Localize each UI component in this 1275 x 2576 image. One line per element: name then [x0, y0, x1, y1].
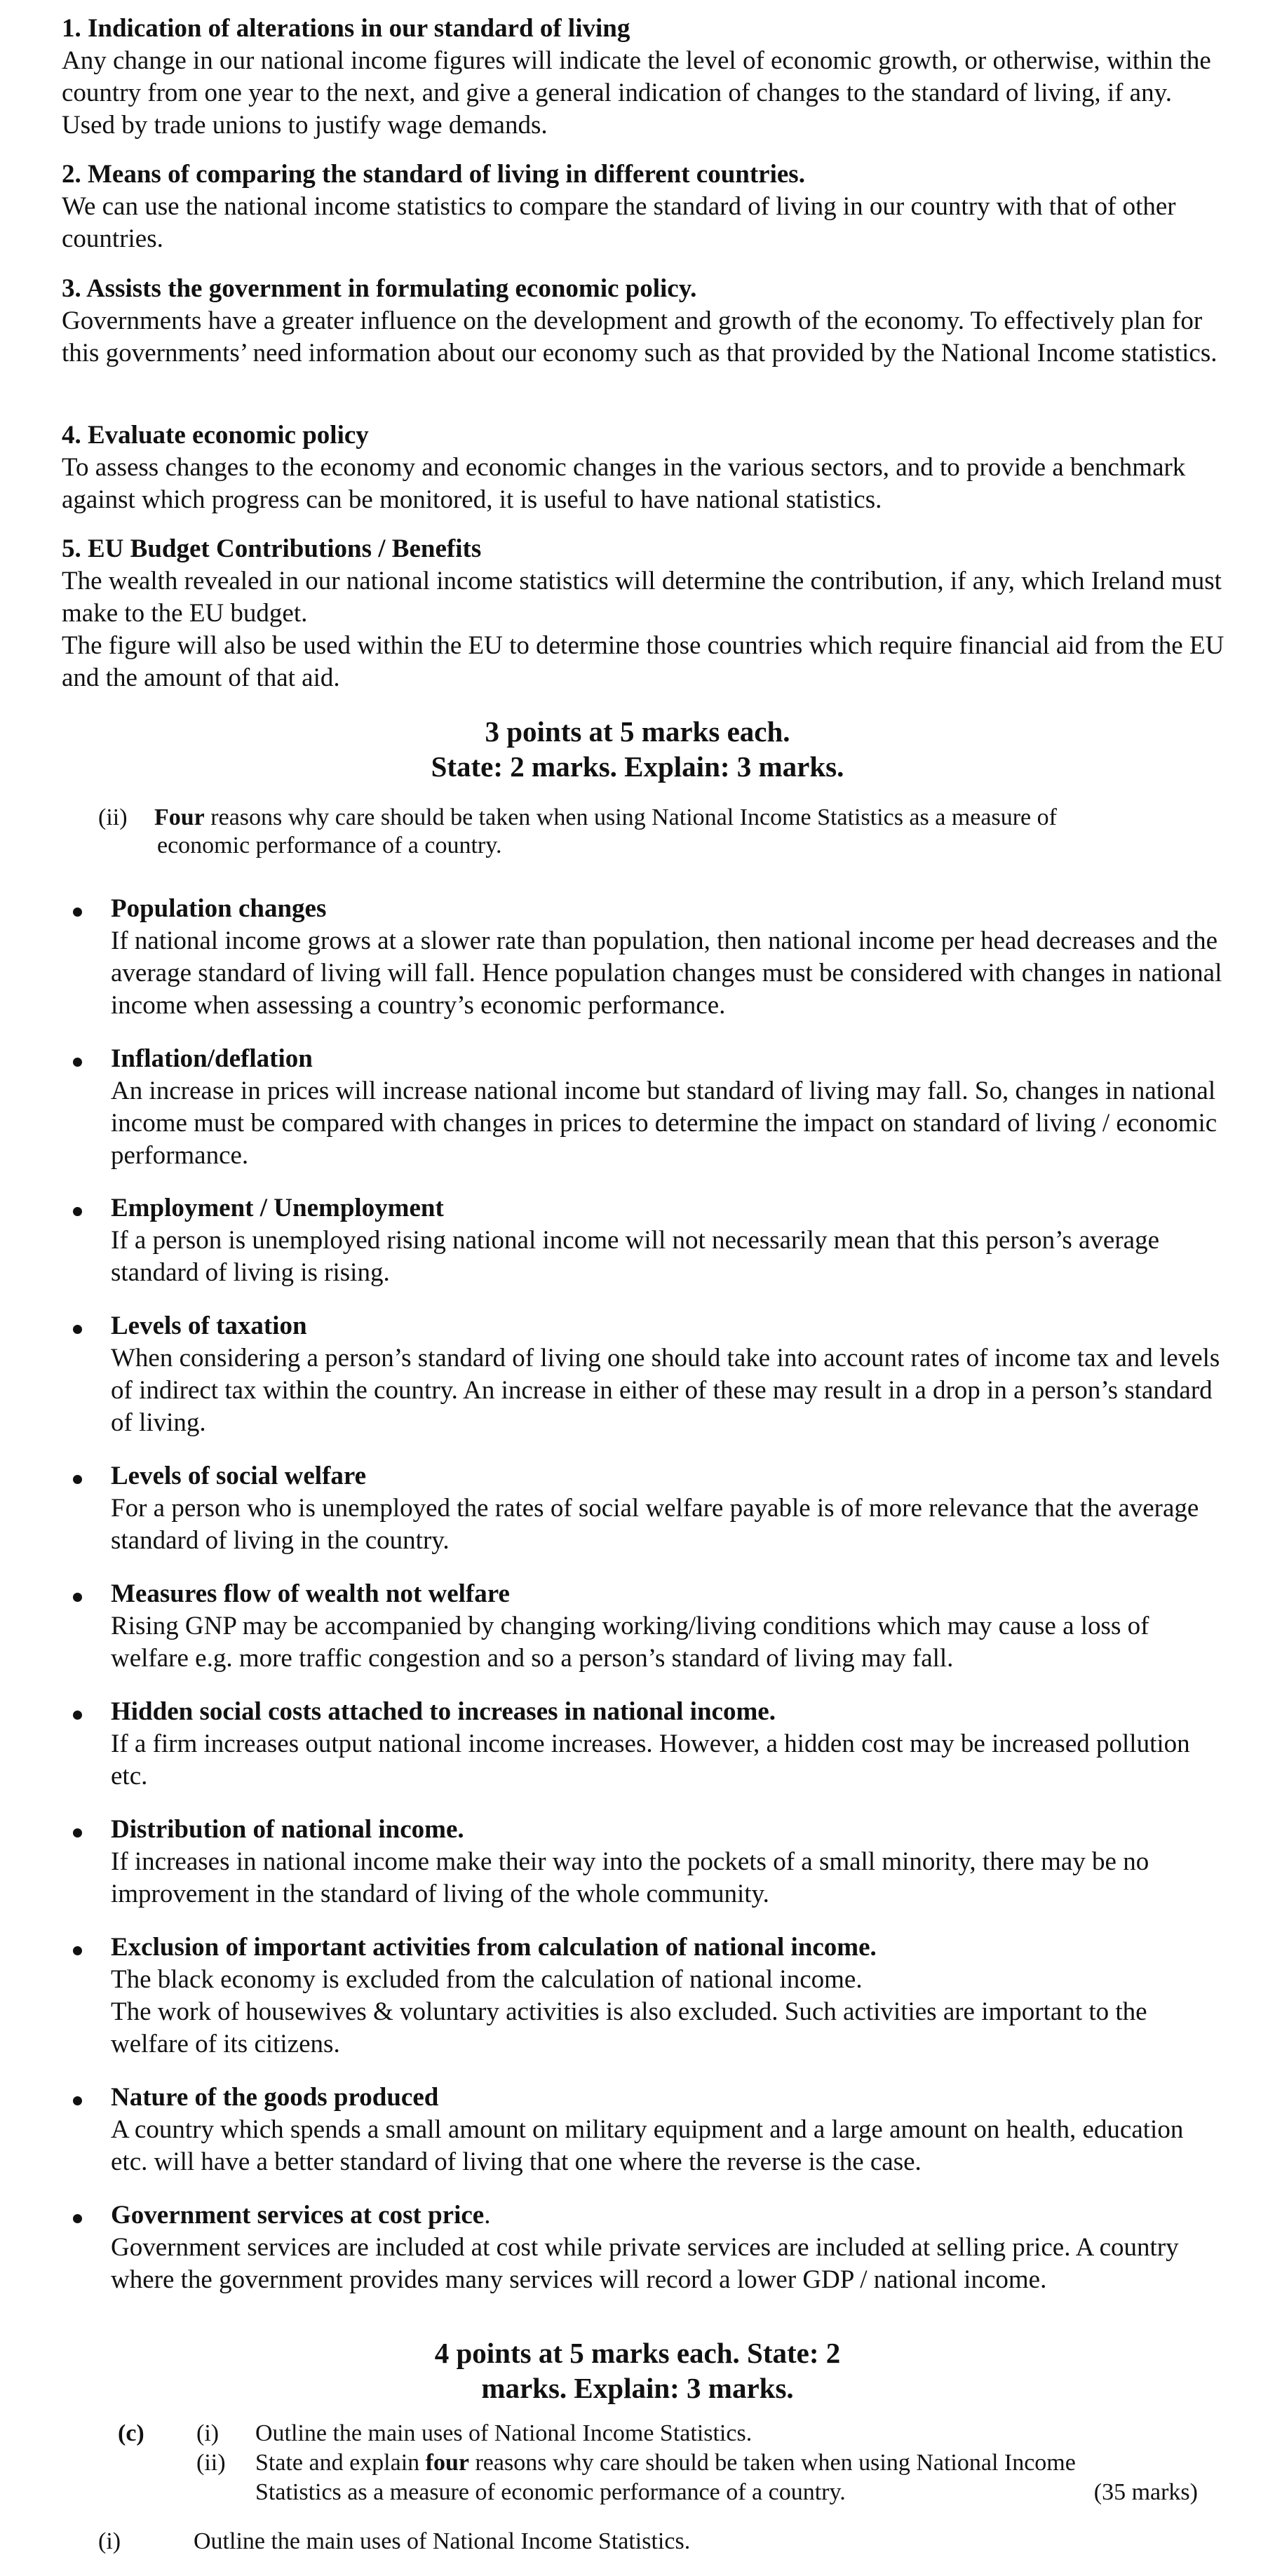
bullet-icon	[67, 1310, 88, 1342]
use-body: Governments have a greater influence on the development and growth of the economy. To effectively plan for this governments’ need information about our economy such as that provided by the National Income statistics.	[62, 306, 1217, 367]
part-letter: (c)	[118, 2420, 144, 2446]
reason-body: An increase in prices will increase national income but standard of living may fall. So, changes in national income must be compared with changes in prices to determine the impact on standard of living / economic performance.	[111, 1077, 1217, 1170]
bullet-icon	[67, 1814, 88, 1846]
reason-body: The black economy is excluded from the calculation of national income.	[111, 1965, 863, 1994]
use-heading: 2. Means of comparing the standard of living in different countries.	[62, 160, 805, 189]
reason-body: If increases in national income make their way into the pockets of a small minority, there may be no improvement in the standard of living of the whole community.	[111, 1847, 1149, 1908]
reason-body: For a person who is unemployed the rates of social welfare payable is of more relevance that the average standard of living in the country.	[111, 1494, 1199, 1555]
summary-line: State: 2 marks. Explain: 3 marks.	[431, 750, 844, 783]
question-text-line2: economic performance of a country.	[157, 832, 502, 858]
summary-line: marks. Explain: 3 marks.	[481, 2372, 794, 2404]
part-text: Statistics as a measure of economic performance of a country.	[255, 2479, 846, 2505]
bullet-icon	[67, 1460, 88, 1492]
part-text: Outline the main uses of National Income Statistics.	[255, 2420, 753, 2446]
answer-text: Outline the main uses of National Income Statistics.	[194, 2528, 691, 2554]
list-item	[67, 1814, 1225, 1910]
question-number: (ii)	[98, 804, 128, 830]
bullet-icon	[67, 2199, 88, 2232]
list-item	[67, 1696, 1225, 1793]
part-roman: (ii)	[196, 2450, 226, 2476]
part-bold-word: four	[425, 2450, 469, 2476]
use-heading: 1. Indication of alterations in our standard of living	[62, 14, 630, 43]
reason-body: If a firm increases output national income increases. However, a hidden cost may be increased pollution etc.	[111, 1729, 1190, 1791]
reason-heading: Inflation/deflation	[111, 1044, 313, 1073]
part-text: reasons why care should be taken when using National Income	[468, 2450, 1076, 2476]
use-item	[62, 419, 1226, 516]
bullet-icon	[67, 1931, 88, 1964]
reason-body: Government services are included at cost while private services are included at selling price. A country where the government provides many services will record a lower GDP / national income.	[111, 2233, 1179, 2294]
reason-heading: Hidden social costs attached to increases in national income.	[111, 1697, 776, 1726]
reason-heading: Government services at cost price	[111, 2201, 485, 2230]
use-item	[62, 273, 1226, 370]
part-c-question	[118, 2420, 1212, 2508]
reason-heading: Exclusion of important activities from calculation of national income.	[111, 1933, 877, 1962]
bullet-icon	[67, 893, 88, 925]
use-body: Any change in our national income figures will indicate the level of economic growth, or otherwise, within the country from one year to the next, and give a general indication of changes to the standard of living, if any. Used by trade unions to justify wage demands.	[62, 46, 1211, 140]
reason-heading: Measures flow of wealth not welfare	[111, 1579, 510, 1608]
bullet-icon	[67, 1578, 88, 1610]
bullet-icon	[67, 1696, 88, 1728]
part-roman: (i)	[196, 2420, 220, 2446]
answer-number: (i)	[98, 2528, 121, 2554]
reason-heading: Population changes	[111, 894, 327, 923]
list-item	[67, 893, 1225, 1022]
list-item	[67, 2199, 1225, 2296]
list-item	[67, 1043, 1225, 1172]
question-bold-word: Four	[154, 804, 205, 830]
question-text: reasons why care should be taken when using National Income Statistics as a measure of	[204, 804, 1057, 830]
marking-summary	[0, 714, 1275, 784]
list-item	[67, 2082, 1225, 2178]
use-heading: 5. EU Budget Contributions / Benefits	[62, 534, 482, 563]
use-body: We can use the national income statistics to compare the standard of living in our country with that of other countries.	[62, 192, 1176, 253]
marking-summary	[0, 2335, 1275, 2406]
list-item	[67, 1931, 1225, 2061]
reason-body: If national income grows at a slower rate than population, then national income per head decreases and the average standard of living will fall. Hence population changes must be considered with changes in national income when assessing a country’s economic performance.	[111, 926, 1222, 1020]
use-body: The figure will also be used within the EU to determine those countries which require financial aid from the EU and the amount of that aid.	[62, 631, 1225, 692]
reason-body: If a person is unemployed rising national income will not necessarily mean that this person’s average standard of living is rising.	[111, 1226, 1160, 1287]
marks-label: (35 marks)	[1093, 2479, 1198, 2505]
reason-body: A country which spends a small amount on military equipment and a large amount on health, education etc. will have a better standard of living that one where the reverse is the case.	[111, 2115, 1184, 2176]
list-item	[67, 1460, 1225, 1557]
reason-heading: Levels of taxation	[111, 1311, 307, 1340]
question-ii	[98, 804, 1192, 860]
use-item	[62, 159, 1226, 255]
summary-line: 3 points at 5 marks each.	[485, 715, 790, 748]
use-heading: 3. Assists the government in formulating economic policy.	[62, 274, 697, 303]
bullet-icon	[67, 1043, 88, 1075]
bullet-icon	[67, 2082, 88, 2114]
summary-line: 4 points at 5 marks each. State: 2	[434, 2337, 841, 2369]
use-item	[62, 533, 1226, 694]
reason-body: Rising GNP may be accompanied by changing working/living conditions which may cause a loss of welfare e.g. more traffic congestion and so a person’s standard of living may fall.	[111, 1612, 1149, 1673]
use-body: To assess changes to the economy and economic changes in the various sectors, and to provide a benchmark against which progress can be monitored, it is useful to have national statistics.	[62, 453, 1186, 514]
reason-heading: Nature of the goods produced	[111, 2083, 439, 2112]
bullet-icon	[67, 1192, 88, 1225]
list-item	[67, 1578, 1225, 1675]
reason-heading: Employment / Unemployment	[111, 1194, 444, 1222]
reason-heading: Distribution of national income.	[111, 1815, 464, 1844]
reason-body: The work of housewives & voluntary activities is also excluded. Such activities are important to the welfare of its citizens.	[111, 1997, 1147, 2058]
list-item	[67, 1192, 1225, 1289]
list-item	[67, 1310, 1225, 1439]
reason-heading: Levels of social welfare	[111, 1462, 367, 1490]
use-item	[62, 13, 1226, 142]
part-text: State and explain	[255, 2450, 426, 2476]
use-heading: 4. Evaluate economic policy	[62, 421, 369, 450]
use-body: The wealth revealed in our national income statistics will determine the contribution, if any, which Ireland must make to the EU budget.	[62, 567, 1222, 628]
reason-body: When considering a person’s standard of living one should take into account rates of income tax and levels of indirect tax within the country. An increase in either of these may result in a drop in a person’s standard of living.	[111, 1344, 1220, 1437]
reason-heading-suffix: .	[484, 2201, 491, 2230]
